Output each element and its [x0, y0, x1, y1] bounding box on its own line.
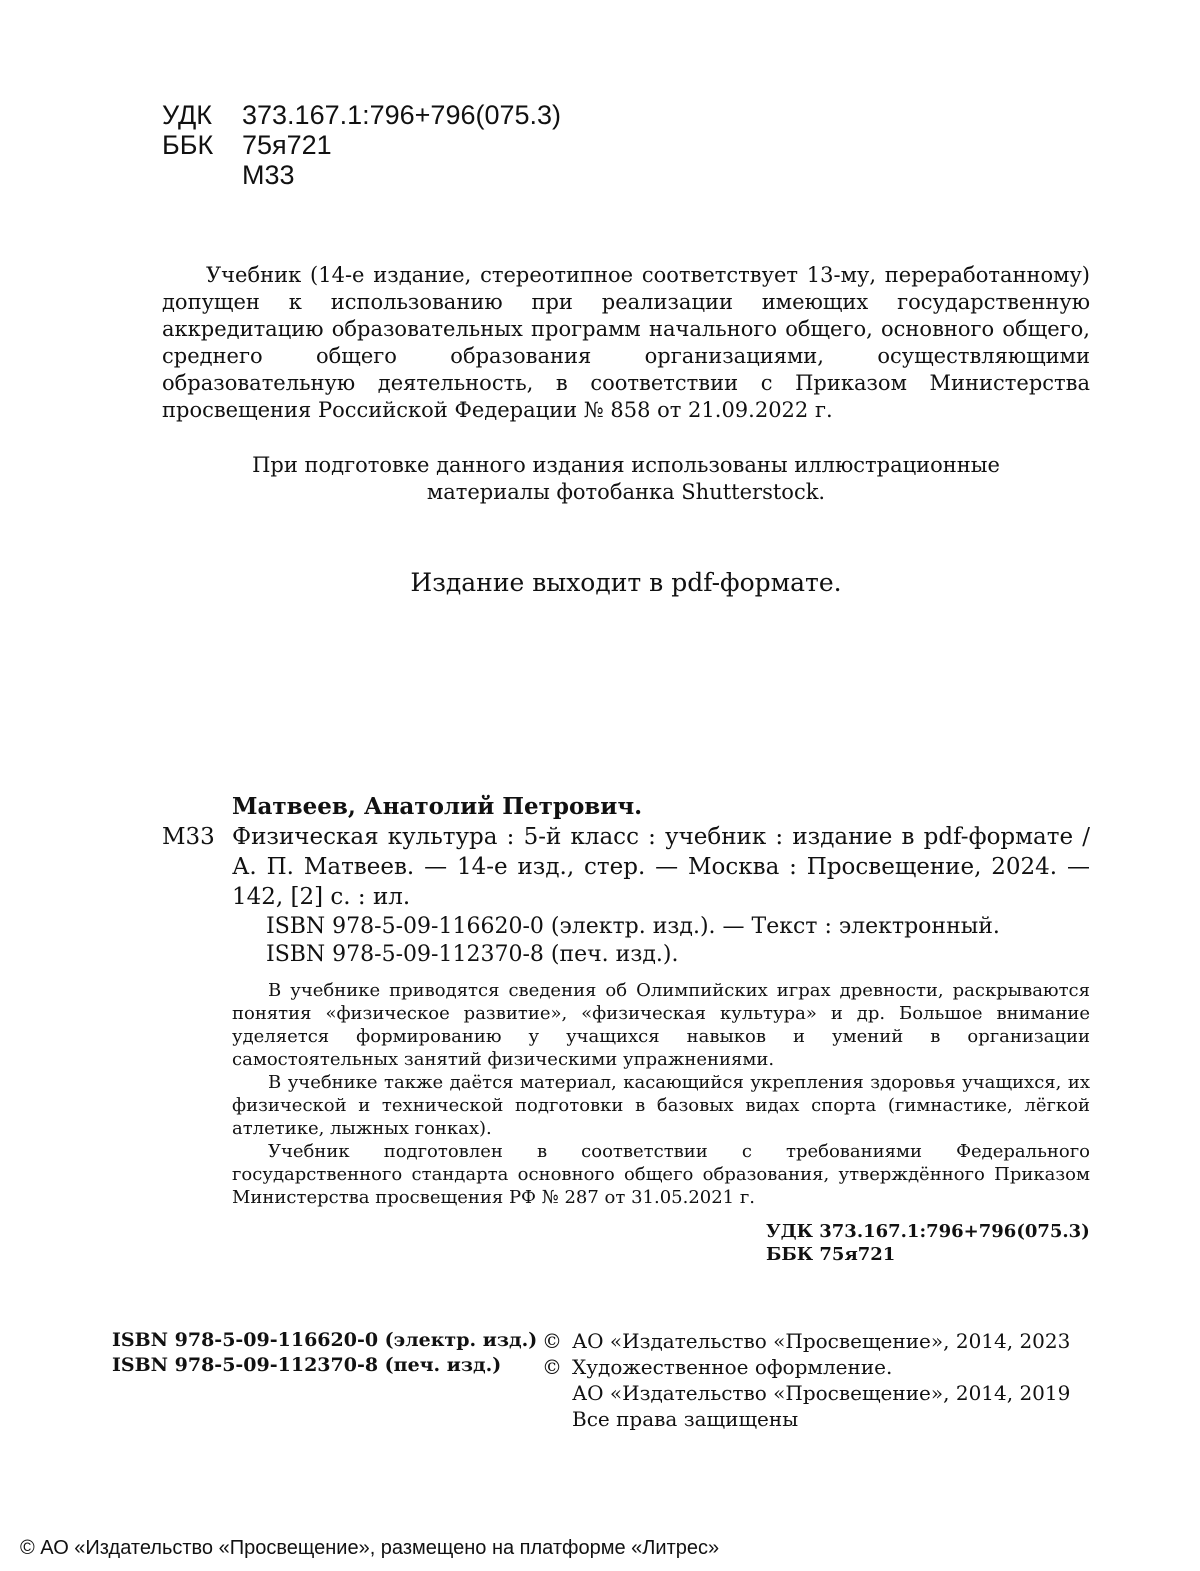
- isbn-print: ISBN 978-5-09-112370-8 (печ. изд.): [112, 1354, 502, 1376]
- annotation-paragraph-2: В учебнике также даётся материал, касающийся укрепления здоровья учащихся, их физической и технической подготовки в базовых видах спорта (гимнастике, лёгкой атлетике, лыжных гонках).: [232, 1072, 1090, 1139]
- record-isbn-lines: [266, 913, 1000, 969]
- format-note: Издание выходит в pdf-формате.: [410, 568, 842, 597]
- copyright-row-2: [542, 1354, 1070, 1380]
- copyright-line2: Художественное оформление.: [572, 1355, 893, 1379]
- copyright-block: [542, 1328, 1070, 1432]
- copyright-line1: АО «Издательство «Просвещение», 2014, 2023: [572, 1329, 1071, 1353]
- record-classification: [766, 1220, 1090, 1266]
- annotation-paragraph-1: В учебнике приводятся сведения об Олимпийских играх древности, раскрываются понятия «физическое развитие», «физическая культура» и др. Большое внимание уделяется формированию у учащихся навыков и умений в организации самостоятельных занятий физическими упражнениями.: [232, 980, 1090, 1070]
- udk-row: [162, 100, 561, 130]
- record-annotation: [232, 979, 1090, 1209]
- bbk-value: 75я721: [242, 130, 332, 160]
- record-isbn-electronic: ISBN 978-5-09-116620-0 (электр. изд.). — Текст : электронный.: [266, 914, 1000, 939]
- copyright-line4: Все права защищены: [572, 1407, 799, 1431]
- copyright-icon: ©: [542, 1329, 562, 1353]
- record-isbn-print: ISBN 978-5-09-112370-8 (печ. изд.).: [266, 942, 679, 967]
- isbn-electronic: ISBN 978-5-09-116620-0 (электр. изд.): [112, 1329, 538, 1351]
- author-mark: М33: [242, 160, 295, 190]
- copyright-row-4: [542, 1406, 1070, 1432]
- copyright-line3: АО «Издательство «Просвещение», 2014, 2019: [572, 1381, 1071, 1405]
- bbk-row: [162, 130, 561, 160]
- copyright-icon: ©: [542, 1355, 562, 1379]
- record-code: М33: [162, 824, 215, 850]
- annotation-paragraph-3: Учебник подготовлен в соответствии с требованиями Федерального государственного стандарта основного общего образования, утверждённого Приказом Министерства просвещения РФ № 287 от 31.05.2021 г.: [232, 1141, 1090, 1208]
- copyright-row-1: [542, 1328, 1070, 1354]
- approval-paragraph: Учебник (14-е издание, стереотипное соответствует 13-му, переработанному) допущен к использованию при реализации имеющих государственную аккредитацию образовательных программ начального общего, основного общего, среднего общего образования организациями, осуществляющими образовательную деятельность, в соответствии с Приказом Министерства просвещения Российской Федерации № 858 от 21.09.2022 г.: [162, 263, 1090, 422]
- record-udk: УДК 373.167.1:796+796(075.3): [766, 1221, 1090, 1242]
- platform-footer: © АО «Издательство «Просвещение», размещено на платформе «Литрес»: [20, 1537, 720, 1559]
- isbn-block: [112, 1328, 537, 1378]
- copyright-row-3: [542, 1380, 1070, 1406]
- illustrations-note: [162, 452, 1090, 506]
- record-author: Матвеев, Анатолий Петрович.: [232, 793, 643, 820]
- illustrations-note-line2: материалы фотобанка Shutterstock.: [426, 480, 826, 504]
- record-bbk: ББК 75я721: [766, 1244, 896, 1265]
- udk-label: УДК: [162, 100, 212, 130]
- udk-value: 373.167.1:796+796(075.3): [242, 100, 562, 130]
- author-mark-row: [162, 160, 561, 190]
- illustrations-note-line1: При подготовке данного издания использованы иллюстрационные: [252, 453, 1000, 477]
- record-description: Физическая культура : 5-й класс : учебник : издание в pdf-формате / А. П. Матвеев. — 14-е изд., стер. — Москва : Просвещение, 2024. — 142, [2] с. : ил.: [232, 824, 1090, 910]
- classification-block: [162, 100, 561, 190]
- bbk-label: ББК: [162, 130, 214, 160]
